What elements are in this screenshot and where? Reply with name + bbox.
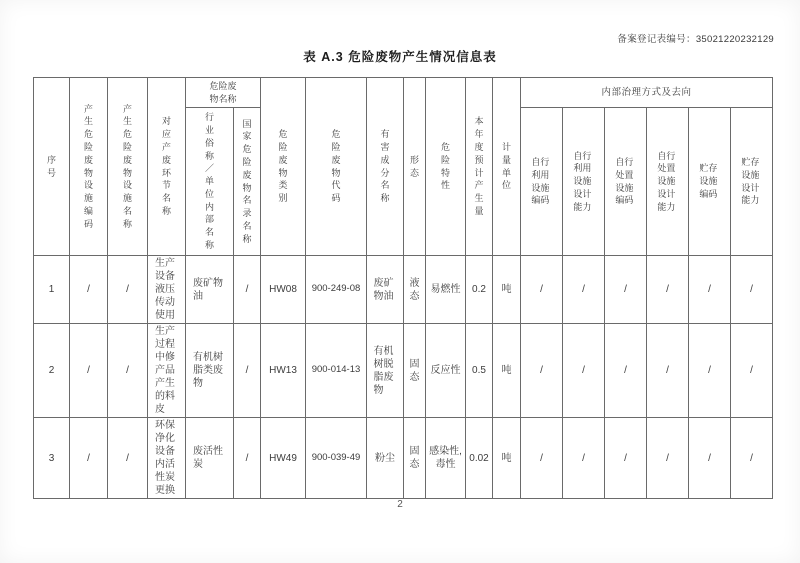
header-national-list-name: 国家危险废物名录名称 bbox=[234, 108, 261, 256]
cell-harmful-component: 有机树脱脂废物 bbox=[367, 324, 404, 418]
cell-self-dispose-capacity: / bbox=[647, 324, 689, 418]
cell-self-use-code: / bbox=[521, 256, 563, 324]
header-self-dispose-code: 自行处置设施编码 bbox=[605, 108, 647, 256]
cell-industry-alias: 有机树脂类废物 bbox=[186, 324, 234, 418]
cell-hazard-property: 反应性 bbox=[426, 324, 466, 418]
header-internal-treatment-group: 内部治理方式及去向 bbox=[521, 78, 773, 108]
cell-seq: 1 bbox=[34, 256, 70, 324]
cell-self-use-code: / bbox=[521, 324, 563, 418]
cell-waste-code: 900-039-49 bbox=[306, 418, 367, 499]
cell-facility-code: / bbox=[70, 418, 108, 499]
cell-self-dispose-code: / bbox=[605, 256, 647, 324]
cell-hazard-property: 易燃性 bbox=[426, 256, 466, 324]
cell-unit: 吨 bbox=[493, 418, 521, 499]
cell-form: 固态 bbox=[404, 418, 426, 499]
page-number: 2 bbox=[397, 499, 403, 510]
cell-self-dispose-capacity: / bbox=[647, 418, 689, 499]
cell-storage-code: / bbox=[689, 324, 731, 418]
cell-process-name: 生产过程中修产品产生的料皮 bbox=[148, 324, 186, 418]
header-row-1 bbox=[34, 78, 773, 108]
cell-form: 液态 bbox=[404, 256, 426, 324]
cell-process-name: 生产设备液压传动使用 bbox=[148, 256, 186, 324]
cell-form: 固态 bbox=[404, 324, 426, 418]
cell-harmful-component: 粉尘 bbox=[367, 418, 404, 499]
hazardous-waste-table bbox=[33, 77, 773, 499]
cell-industry-alias: 废活性炭 bbox=[186, 418, 234, 499]
cell-seq: 2 bbox=[34, 324, 70, 418]
cell-storage-capacity: / bbox=[731, 418, 773, 499]
cell-self-use-code: / bbox=[521, 418, 563, 499]
table-row bbox=[34, 418, 773, 499]
cell-storage-code: / bbox=[689, 256, 731, 324]
waste-info-table bbox=[33, 77, 773, 499]
header-waste-category: 危险废物类别 bbox=[261, 78, 306, 256]
cell-harmful-component: 废矿物油 bbox=[367, 256, 404, 324]
header-self-use-code: 自行利用设施编码 bbox=[521, 108, 563, 256]
cell-seq: 3 bbox=[34, 418, 70, 499]
header-annual-output: 本年度预计产生量 bbox=[466, 78, 493, 256]
cell-process-name: 环保净化设备内活性炭更换 bbox=[148, 418, 186, 499]
cell-self-use-capacity: / bbox=[563, 418, 605, 499]
cell-waste-category: HW13 bbox=[261, 324, 306, 418]
cell-national-list-name: / bbox=[234, 418, 261, 499]
cell-annual-output: 0.5 bbox=[466, 324, 493, 418]
cell-unit: 吨 bbox=[493, 256, 521, 324]
header-industry-alias: 行业俗称／单位内部名称 bbox=[186, 108, 234, 256]
header-facility-code: 产生危险废物设施编码 bbox=[70, 78, 108, 256]
cell-waste-code: 900-014-13 bbox=[306, 324, 367, 418]
header-harmful-component: 有害成分名称 bbox=[367, 78, 404, 256]
cell-annual-output: 0.02 bbox=[466, 418, 493, 499]
header-unit: 计量单位 bbox=[493, 78, 521, 256]
cell-waste-category: HW49 bbox=[261, 418, 306, 499]
header-storage-capacity: 贮存设施设计能力 bbox=[731, 108, 773, 256]
header-facility-name: 产生危险废物设施名称 bbox=[108, 78, 148, 256]
cell-facility-code: / bbox=[70, 256, 108, 324]
header-process-name: 对应产废环节名称 bbox=[148, 78, 186, 256]
cell-waste-category: HW08 bbox=[261, 256, 306, 324]
cell-hazard-property: 感染性,毒性 bbox=[426, 418, 466, 499]
header-seq: 序号 bbox=[34, 78, 70, 256]
cell-facility-name: / bbox=[108, 324, 148, 418]
cell-self-dispose-code: / bbox=[605, 418, 647, 499]
cell-storage-capacity: / bbox=[731, 256, 773, 324]
header-hazard-property: 危险特性 bbox=[426, 78, 466, 256]
cell-waste-code: 900-249-08 bbox=[306, 256, 367, 324]
cell-facility-code: / bbox=[70, 324, 108, 418]
table-row bbox=[34, 256, 773, 324]
cell-national-list-name: / bbox=[234, 256, 261, 324]
cell-national-list-name: / bbox=[234, 324, 261, 418]
cell-unit: 吨 bbox=[493, 324, 521, 418]
cell-storage-code: / bbox=[689, 418, 731, 499]
header-self-use-capacity: 自行利用设施设计能力 bbox=[563, 108, 605, 256]
cell-self-use-capacity: / bbox=[563, 256, 605, 324]
cell-industry-alias: 废矿物油 bbox=[186, 256, 234, 324]
registration-number: 备案登记表编号：35021220232129 bbox=[617, 34, 774, 45]
cell-facility-name: / bbox=[108, 418, 148, 499]
cell-self-dispose-capacity: / bbox=[647, 256, 689, 324]
cell-self-use-capacity: / bbox=[563, 324, 605, 418]
page-title: 表 A.3 危险废物产生情况信息表 bbox=[303, 50, 497, 64]
header-waste-name-group: 危险废物名称 bbox=[186, 78, 261, 108]
cell-storage-capacity: / bbox=[731, 324, 773, 418]
table-row bbox=[34, 324, 773, 418]
cell-self-dispose-code: / bbox=[605, 324, 647, 418]
header-form: 形态 bbox=[404, 78, 426, 256]
cell-facility-name: / bbox=[108, 256, 148, 324]
cell-annual-output: 0.2 bbox=[466, 256, 493, 324]
header-self-dispose-capacity: 自行处置设施设计能力 bbox=[647, 108, 689, 256]
header-waste-code: 危险废物代码 bbox=[306, 78, 367, 256]
header-storage-code: 贮存设施编码 bbox=[689, 108, 731, 256]
